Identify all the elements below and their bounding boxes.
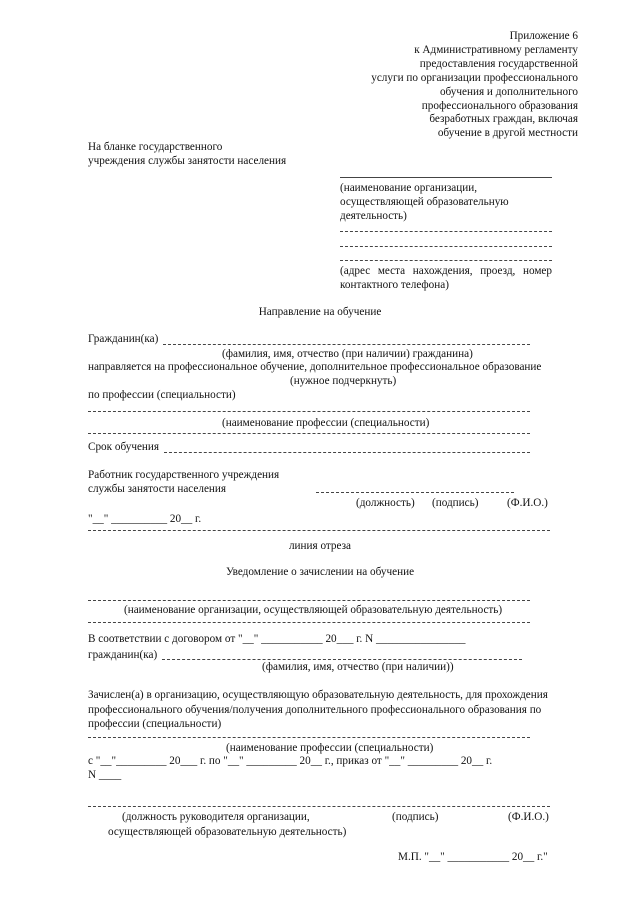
notice-profession-caption: (наименование профессии (специальности) [226,742,434,754]
appendix-line: к Административному регламенту [414,43,578,56]
referral-title: Направление на обучение [258,306,382,318]
letterhead-line: На бланке государственного [88,141,223,153]
caption-line: деятельность) [340,210,407,222]
referral-date: "__" __________ 20__ г. [88,513,202,525]
recipient-org-line [340,177,552,178]
notice-signature-line [88,806,550,807]
referral-extra-line [88,433,530,434]
caption-line: (должность руководителя организации, [122,811,310,823]
worker-line: службы занятости населения [88,483,227,495]
recipient-address-line [340,260,552,261]
referral-term-label: Срок обучения [88,441,160,453]
appendix-block [371,30,578,141]
referral-profession-line [88,411,530,412]
referral-worker [88,468,279,496]
worker-line: Работник государственного учреждения [88,469,280,481]
appendix-line: профессионального образования [421,99,578,112]
recipient-org-caption [340,181,509,223]
enrolled-line: профессионального обучения/получения дополнительного профессионального образования по [88,703,542,716]
recipient-address-caption [340,264,552,292]
referral-underline-hint: (нужное подчеркнуть) [290,375,397,387]
appendix-line: обучения и дополнительного [439,85,578,98]
notice-citizen-caption: (фамилия, имя, отчество (при наличии)) [262,661,454,673]
letterhead [88,140,286,168]
caption-line: (адрес места нахождения, проезд, номер [340,265,552,277]
notice-enrolled [88,688,548,732]
caption-line: (наименование организации, [340,182,477,194]
recipient-address-line [340,246,552,247]
notice-caption-head [108,810,346,839]
referral-caption-signature: (подпись) [432,497,479,509]
notice-title: Уведомление о зачислении на обучение [225,566,415,578]
notice-period-text: с "__"_________ 20___ г. по "__" _________ 20__ г., приказ от "__" _________ 20__ г. [88,755,493,767]
caption-line: контактного телефона) [340,279,449,291]
appendix-line: предоставления государственной [419,57,578,70]
referral-sent-text: направляется на профессиональное обучение, дополнительное профессиональное образование [88,361,542,373]
notice-org-line [88,600,530,601]
enrolled-line: Зачислен(а) в организацию, осуществляющую образовательную деятельность, для прохождения [88,689,548,701]
notice-stamp-date: М.П. "__" ___________ 20__ г." [398,851,548,863]
referral-term-line [164,452,530,453]
notice-caption-signature: (подпись) [392,811,439,823]
notice-org-caption: (наименование организации, осуществляющей образовательную деятельность) [124,604,503,616]
referral-citizen-line [163,344,530,345]
notice-extra-line [88,622,530,623]
referral-citizen-caption: (фамилия, имя, отчество (при наличии) гражданина) [222,348,473,360]
cut-dashed-line [88,530,550,531]
enrolled-line: профессии (специальности) [88,718,222,730]
letterhead-line: учреждения службы занятости населения [88,155,287,167]
recipient-address-line [340,231,552,232]
referral-signature-line [316,492,514,493]
notice-order-number: N ____ [88,769,122,781]
notice-contract-text: В соответствии с договором от "__" ___________ 20___ г. N ________________ [88,633,466,645]
cut-line-label: линия отреза [288,540,352,552]
referral-citizen-label: Гражданин(ка) [88,333,159,345]
notice-citizen-label: гражданин(ка) [88,649,158,661]
appendix-line: услуги по организации профессионального [371,71,578,84]
appendix-line: безработных граждан, включая [429,113,578,126]
referral-profession-caption: (наименование профессии (специальности) [222,417,430,429]
notice-profession-line [88,737,530,738]
notice-caption-fio: (Ф.И.О.) [508,811,549,823]
caption-line: осуществляющей образовательную [340,196,509,208]
referral-caption-fio: (Ф.И.О.) [507,497,548,509]
caption-line: осуществляющей образовательную деятельность) [108,825,347,838]
referral-profession-label: по профессии (специальности) [88,389,236,401]
appendix-line: обучение в другой местности [437,127,578,140]
appendix-line: Приложение 6 [509,30,578,42]
referral-caption-position: (должность) [356,497,415,509]
